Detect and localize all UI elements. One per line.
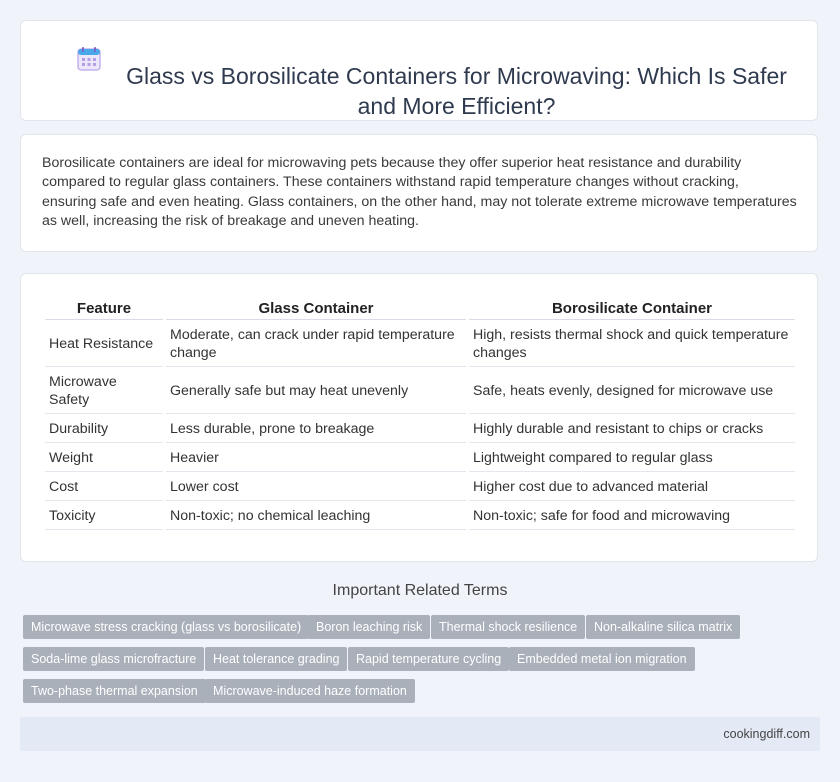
related-term-tag[interactable]: Rapid temperature cycling <box>348 647 509 671</box>
feature-cell: Toxicity <box>45 503 163 530</box>
related-term-tag[interactable]: Embedded metal ion migration <box>509 647 695 671</box>
table-row <box>45 445 795 472</box>
site-link[interactable]: cookingdiff.com <box>723 727 810 741</box>
table-row <box>45 369 795 414</box>
table-row <box>45 474 795 501</box>
table-row <box>45 416 795 443</box>
comparison-table <box>42 296 798 532</box>
glass-cell: Heavier <box>166 445 466 472</box>
comparison-card <box>20 273 818 562</box>
intro-card <box>20 134 818 252</box>
borosilicate-cell: Highly durable and resistant to chips or cracks <box>469 416 795 443</box>
borosilicate-cell: Higher cost due to advanced material <box>469 474 795 501</box>
borosilicate-cell: Non-toxic; safe for food and microwaving <box>469 503 795 530</box>
feature-cell: Microwave Safety <box>45 369 163 414</box>
related-term-tag[interactable]: Two-phase thermal expansion <box>23 679 206 703</box>
feature-cell: Heat Resistance <box>45 322 163 367</box>
intro-paragraph: Borosilicate containers are ideal for microwaving pets because they offer superior heat resistance and durability compared to regular glass containers. These containers withstand rapid temperature changes without cracking, ensuring safe and even heating. Glass containers, on the other hand, may not tolerate extreme microwave temperatures as well, increasing the risk of breakage and uneven heating. <box>42 155 797 230</box>
footer-bar <box>20 717 820 751</box>
related-term-tag[interactable]: Heat tolerance grading <box>205 647 347 671</box>
glass-cell: Less durable, prone to breakage <box>166 416 466 443</box>
borosilicate-cell: High, resists thermal shock and quick temperature changes <box>469 322 795 367</box>
column-header-borosilicate: Borosilicate Container <box>469 298 795 320</box>
glass-cell: Lower cost <box>166 474 466 501</box>
glass-cell: Generally safe but may heat unevenly <box>166 369 466 414</box>
related-term-tag[interactable]: Boron leaching risk <box>308 615 430 639</box>
page-title: Glass vs Borosilicate Containers for Microwaving: Which Is Safer and More Efficient? <box>126 63 787 119</box>
glass-cell: Non-toxic; no chemical leaching <box>166 503 466 530</box>
column-header-feature: Feature <box>45 298 163 320</box>
related-term-tag[interactable]: Non-alkaline silica matrix <box>586 615 740 639</box>
table-header-row <box>45 298 795 320</box>
table-row <box>45 503 795 530</box>
calendar-icon <box>76 46 102 72</box>
related-term-tag[interactable]: Thermal shock resilience <box>431 615 585 639</box>
related-term-tag[interactable]: Soda-lime glass microfracture <box>23 647 204 671</box>
borosilicate-cell: Safe, heats evenly, designed for microwave use <box>469 369 795 414</box>
feature-cell: Durability <box>45 416 163 443</box>
glass-cell: Moderate, can crack under rapid temperature change <box>166 322 466 367</box>
column-header-glass: Glass Container <box>166 298 466 320</box>
title-card <box>20 20 818 121</box>
table-row <box>45 322 795 367</box>
related-term-tag[interactable]: Microwave-induced haze formation <box>205 679 415 703</box>
feature-cell: Weight <box>45 445 163 472</box>
borosilicate-cell: Lightweight compared to regular glass <box>469 445 795 472</box>
related-term-tag[interactable]: Microwave stress cracking (glass vs borosilicate) <box>23 615 309 639</box>
related-terms-heading: Important Related Terms <box>332 582 508 599</box>
feature-cell: Cost <box>45 474 163 501</box>
